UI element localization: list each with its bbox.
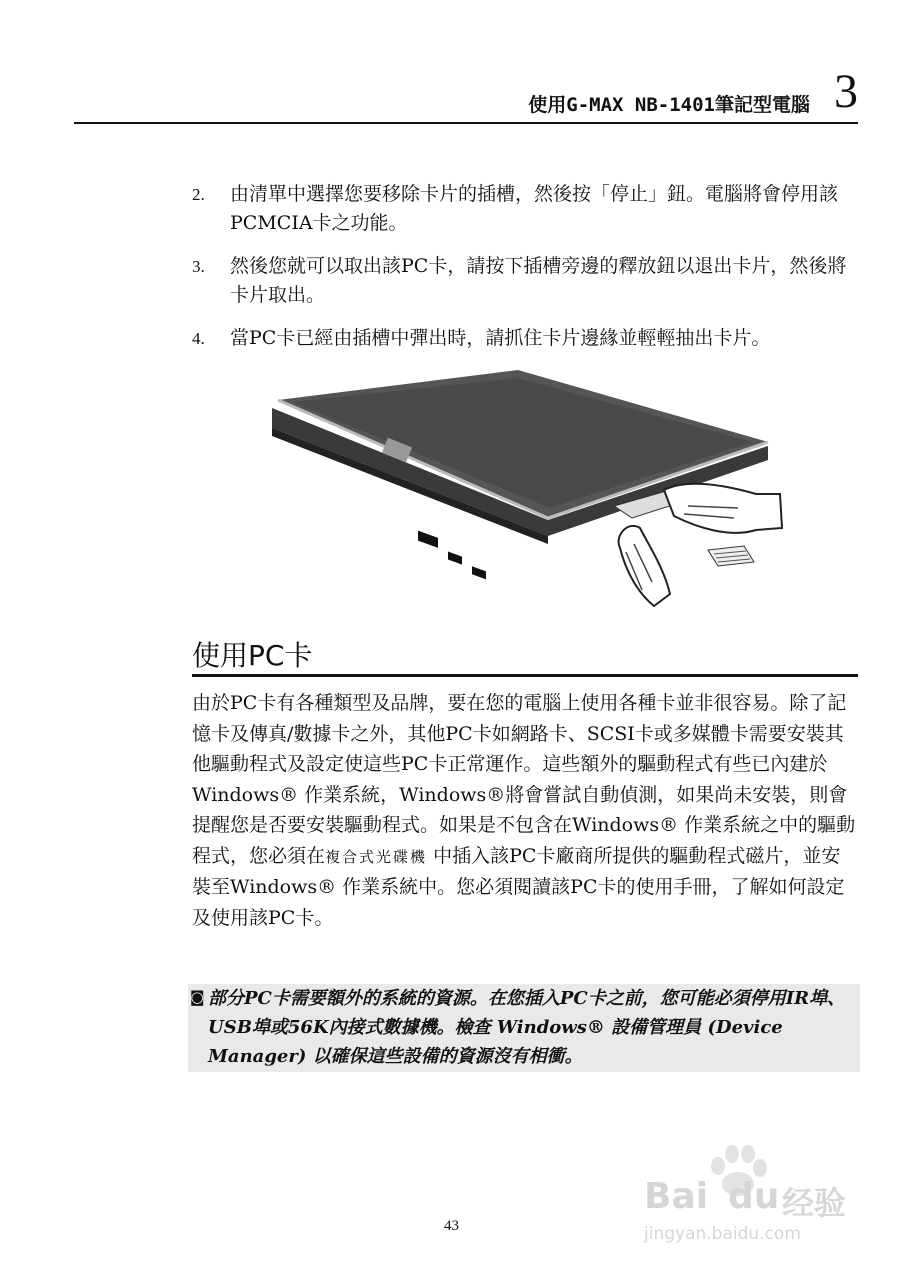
- steps-list: [192, 180, 852, 367]
- laptop-pc-card-removal-icon: [268, 368, 788, 618]
- cd-drive-term: 複合式光碟機: [325, 847, 428, 866]
- step-item: [192, 252, 852, 310]
- watermark-url: jingyan.baidu.com: [644, 1224, 801, 1244]
- section-rule: [192, 674, 858, 677]
- step-item: [192, 324, 852, 353]
- body-paragraph: [192, 688, 858, 933]
- step-text: 由清單中選擇您要移除卡片的插槽，然後按「停止」鈕。電腦將會停用該PCMCIA卡之功能。: [230, 183, 839, 234]
- paragraph-text: 由於PC卡有各種類型及品牌，要在您的電腦上使用各種卡並非很容易。除了記憶卡及傳真/數據卡之外，其他PC卡如網路卡、SCSI卡或多媒體卡需要安裝其他驅動程式及設定使這些PC卡正常運作。這些額外的驅動程式有些已內建於Windows® 作業系統，Windows®將會嘗試自動偵測，如果尚未安裝，則會提醒您是否要安裝驅動程式。如果是不包含在Windows® 作業系統之中的驅動程式，您必須在: [192, 692, 856, 867]
- watermark-cn: 经验: [782, 1184, 847, 1222]
- watermark-brand: Bai: [644, 1176, 709, 1217]
- step-item: [192, 180, 852, 238]
- section-title: 使用PC卡: [192, 639, 313, 672]
- header-rule: [74, 122, 858, 124]
- note-text: 部分PC卡需要額外的系統的資源。在您插入PC卡之前，您可能必須停用IR埠、USB埠或56K內接式數據機。檢查 Windows® 設備管理員 (Device Manager) 以確保這些設備的資源沒有相衝。: [208, 988, 846, 1067]
- step-number: 4.: [192, 329, 205, 348]
- step-number: 2.: [192, 185, 205, 204]
- step-text: 然後您就可以取出該PC卡，請按下插槽旁邊的釋放鈕以退出卡片，然後將卡片取出。: [230, 255, 847, 306]
- laptop-illustration: [268, 368, 788, 618]
- note-bullet-icon: ◙: [190, 988, 205, 1006]
- page-header: [0, 65, 858, 124]
- header-title: 使用G-MAX NB-1401筆記型電腦: [528, 94, 810, 116]
- baidu-watermark: [640, 1140, 860, 1250]
- chapter-number: 3: [834, 65, 858, 118]
- watermark-brand2: du: [728, 1176, 780, 1217]
- note-box: [188, 984, 860, 1072]
- step-number: 3.: [192, 257, 205, 276]
- step-text: 當PC卡已經由插槽中彈出時，請抓住卡片邊緣並輕輕抽出卡片。: [230, 327, 771, 349]
- paragraph-text-continued: 中插入該PC卡廠商所提供的驅動程式磁片，並安裝至Windows® 作業系統中。您必須閱讀該PC卡的使用手冊，了解如何設定及使用該PC卡。: [192, 844, 845, 929]
- page-number: 43: [444, 1218, 459, 1234]
